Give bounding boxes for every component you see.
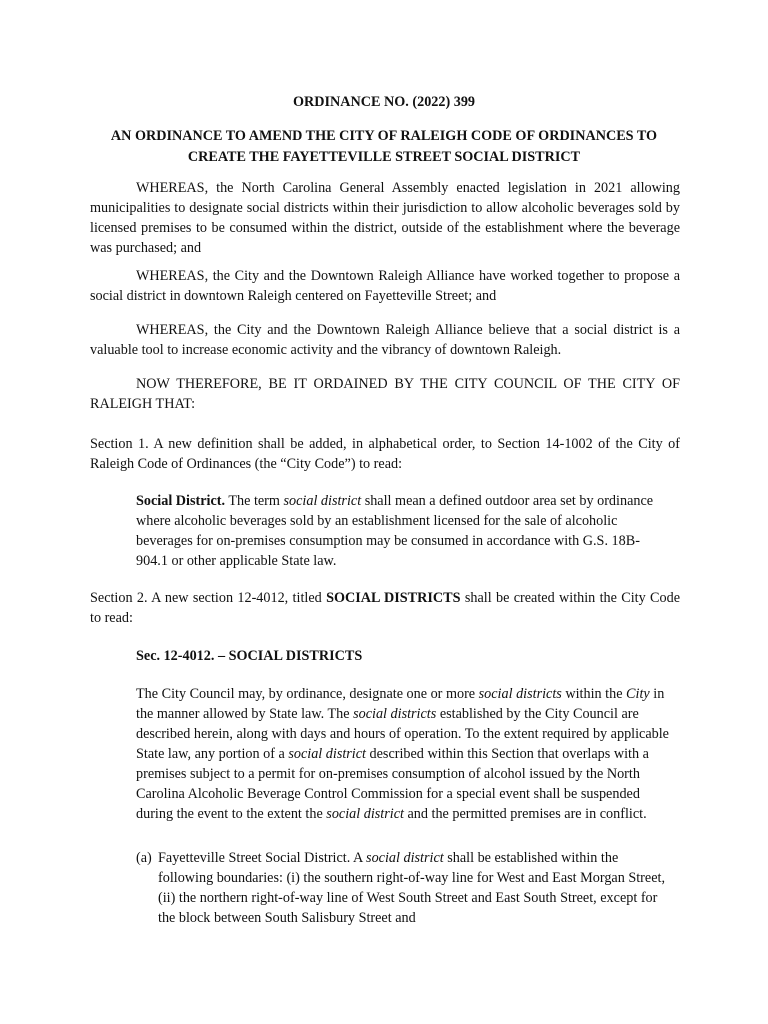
section-1-intro: Section 1. A new definition shall be added, in alphabetical order, to Section 14-1002 of the City of Raleigh Code of Ordinances (the “City Code”) to read: [90, 436, 680, 472]
body-italic: social districts [353, 706, 437, 722]
list-text: Fayetteville Street Social District. A [158, 850, 367, 866]
list-item-text [158, 848, 670, 928]
body-text: established by the City Council are described herein, along with days and hours of operation. To the extent required by applicable State law, any portion of a [136, 706, 669, 762]
list-marker: (a) [136, 850, 152, 866]
list-text: shall be established within the following boundaries: (i) the southern right-of-way line for West and East Morgan Street, (ii) the northern right-of-way line of West South Street and East South Street, except for the block between South Salisbury Street and [158, 850, 665, 926]
definition-term: Social District. [136, 493, 226, 509]
body-text: within the [561, 686, 627, 702]
whereas-paragraph: WHEREAS, the City and the Downtown Raleigh Alliance have worked together to propose a social district in downtown Raleigh centered on Fayetteville Street; and [90, 268, 680, 304]
section-2-text: shall be created within the City Code to read: [90, 590, 680, 626]
definition-italic-term: social district [283, 493, 362, 509]
subtitle-line: AN ORDINANCE TO AMEND THE CITY OF RALEIGH CODE OF ORDINANCES TO [110, 128, 658, 144]
section-heading: Sec. 12-4012. – SOCIAL DISTRICTS [136, 648, 363, 664]
definition-text: The term [225, 493, 284, 509]
social-district-definition [136, 491, 670, 571]
list-item [136, 848, 670, 928]
subtitle-line: CREATE THE FAYETTEVILLE STREET SOCIAL DISTRICT [187, 149, 581, 165]
definition-text: shall mean a defined outdoor area set by ordinance where alcoholic beverages sold by an establishment licensed for the sale of alcoholic beverages for on-premises consumption may be consumed in accordance with G.S. 18B-904.1 or other applicable State law. [136, 493, 654, 569]
body-text: described within this Section that overlaps with a premises subject to a permit for on-premises consumption of alcohol issued by the North Carolina Alcoholic Beverage Control Commission for a special event shall be suspended during the event to the extent the [136, 746, 649, 822]
section-2-body-paragraph [136, 684, 670, 824]
section-2-intro [90, 588, 680, 628]
list-italic: social district [366, 850, 444, 866]
body-italic: City [626, 686, 650, 702]
section-2-bold: SOCIAL DISTRICTS [326, 590, 461, 606]
body-italic: social district [288, 746, 366, 762]
ordinance-number-title: ORDINANCE NO. (2022) 399 [292, 94, 476, 110]
body-text: and the permitted premises are in conflict. [403, 806, 647, 822]
body-text: The City Council may, by ordinance, designate one or more [136, 686, 479, 702]
ordinance-subtitle [80, 126, 688, 168]
section-2-text: Section 2. A new section 12-4012, titled [90, 590, 327, 606]
whereas-paragraph: WHEREAS, the North Carolina General Assembly enacted legislation in 2021 allowing municipalities to designate social districts within their jurisdiction to allow alcoholic beverages sold by licensed premises to be consumed within the district, outside of the establishment where the beverage was purchased; and [90, 180, 680, 256]
body-italic: social district [326, 806, 404, 822]
body-text: in the manner allowed by State law. The [136, 686, 665, 722]
ordained-paragraph: NOW THEREFORE, BE IT ORDAINED BY THE CITY COUNCIL OF THE CITY OF RALEIGH THAT: [90, 376, 680, 412]
body-italic: social districts [478, 686, 562, 702]
whereas-paragraph: WHEREAS, the City and the Downtown Raleigh Alliance believe that a social district is a valuable tool to increase economic activity and the vibrancy of downtown Raleigh. [90, 322, 680, 358]
